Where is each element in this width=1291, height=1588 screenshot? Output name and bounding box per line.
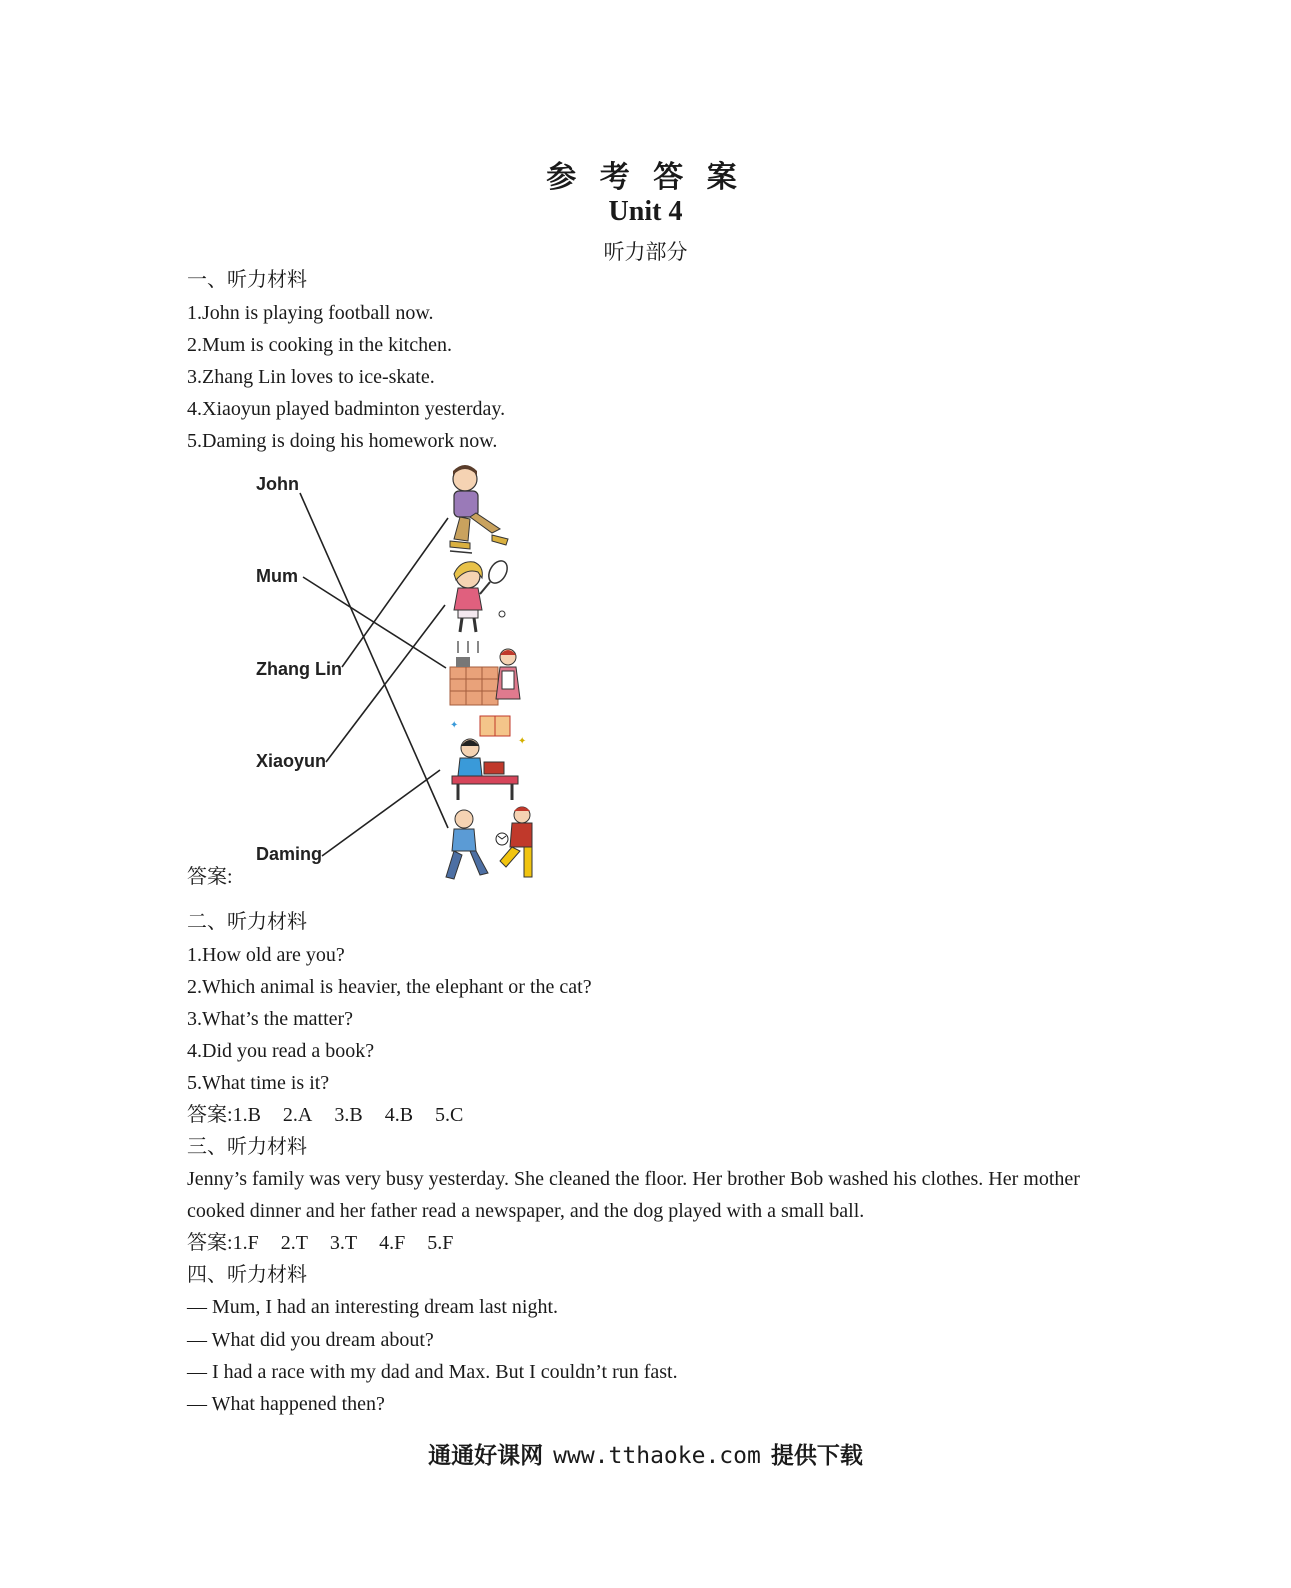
ice-skate-picture: [440, 463, 515, 555]
section1-item: 1.John is playing football now.: [187, 302, 434, 324]
footer: [0, 1437, 1291, 1470]
answer: 1.F: [232, 1232, 259, 1254]
unit-title: Unit 4: [608, 196, 683, 227]
dialogue-line: — Mum, I had an interesting dream last night.: [187, 1296, 559, 1318]
section1-item: 5.Daming is doing his homework now.: [187, 430, 498, 452]
section2-item: 3.What’s the matter?: [187, 1008, 354, 1030]
name-daming: Daming: [256, 844, 323, 864]
section1-item: 2.Mum is cooking in the kitchen.: [187, 334, 452, 356]
answer: 1.B: [232, 1104, 261, 1126]
footer-suffix: 提供下载: [770, 1443, 863, 1469]
match-line-xiaoyun: [326, 605, 445, 762]
section4-heading: 四、听力材料: [187, 1264, 307, 1286]
section2-item: 5.What time is it?: [187, 1072, 330, 1094]
homework-picture: [448, 714, 526, 804]
section3-passage: Jenny’s family was very busy yesterday. She cleaned the floor. Her brother Bob washed his clothes. Her mother cooked dinner and her father read a newspaper, and the dog played with a small ball.: [187, 1168, 1080, 1222]
svg-text:✦: ✦: [518, 736, 526, 747]
section1-item: 3.Zhang Lin loves to ice-skate.: [187, 366, 435, 388]
match-line-daming: [322, 770, 440, 856]
dialogue-line: — What did you dream about?: [187, 1329, 434, 1351]
badminton-picture: [446, 558, 514, 636]
name-mum: Mum: [256, 566, 298, 586]
section1-item: 4.Xiaoyun played badminton yesterday.: [187, 398, 506, 420]
subtitle: 听力部分: [603, 240, 688, 264]
football-picture: [440, 805, 536, 887]
name-xiaoyun: Xiaoyun: [256, 751, 327, 771]
footer-url[interactable]: www.tthaoke.com: [553, 1443, 761, 1469]
answer: 3.T: [329, 1232, 358, 1254]
answer: 3.B: [334, 1104, 363, 1126]
section3-heading: 三、听力材料: [187, 1136, 307, 1158]
section2-answers: [187, 1102, 463, 1128]
answer: 4.B: [384, 1104, 414, 1126]
section2-heading: 二、听力材料: [187, 911, 307, 933]
dialogue-line: — I had a race with my dad and Max. But I couldn’t run fast.: [187, 1361, 678, 1383]
section1-answer-label: 答案:: [187, 866, 233, 888]
dialogue-line: — What happened then?: [187, 1393, 385, 1415]
answer: 2.T: [280, 1232, 308, 1254]
answer: 5.F: [427, 1232, 454, 1254]
svg-text:✦: ✦: [450, 720, 459, 731]
match-line-zhang-lin: [342, 518, 448, 667]
name-zhang-lin: Zhang Lin: [256, 659, 342, 679]
answer: 5.C: [435, 1104, 464, 1126]
name-john: John: [256, 474, 299, 494]
match-line-john: [300, 493, 448, 828]
section2-item: 4.Did you read a book?: [187, 1040, 375, 1062]
answer-label: 答案:: [187, 1104, 233, 1126]
section2-item: 2.Which animal is heavier, the elephant or the cat?: [187, 976, 592, 998]
page-title: 参 考 答 案: [546, 161, 745, 194]
section3-answers: [187, 1230, 453, 1256]
answer-label: 答案:: [187, 1232, 233, 1254]
section1-heading: 一、听力材料: [187, 269, 307, 291]
footer-site: 通通好课网: [428, 1443, 544, 1469]
answer: 4.F: [379, 1232, 406, 1254]
cooking-picture: [448, 637, 526, 709]
answer: 2.A: [282, 1104, 313, 1126]
section2-item: 1.How old are you?: [187, 944, 345, 966]
